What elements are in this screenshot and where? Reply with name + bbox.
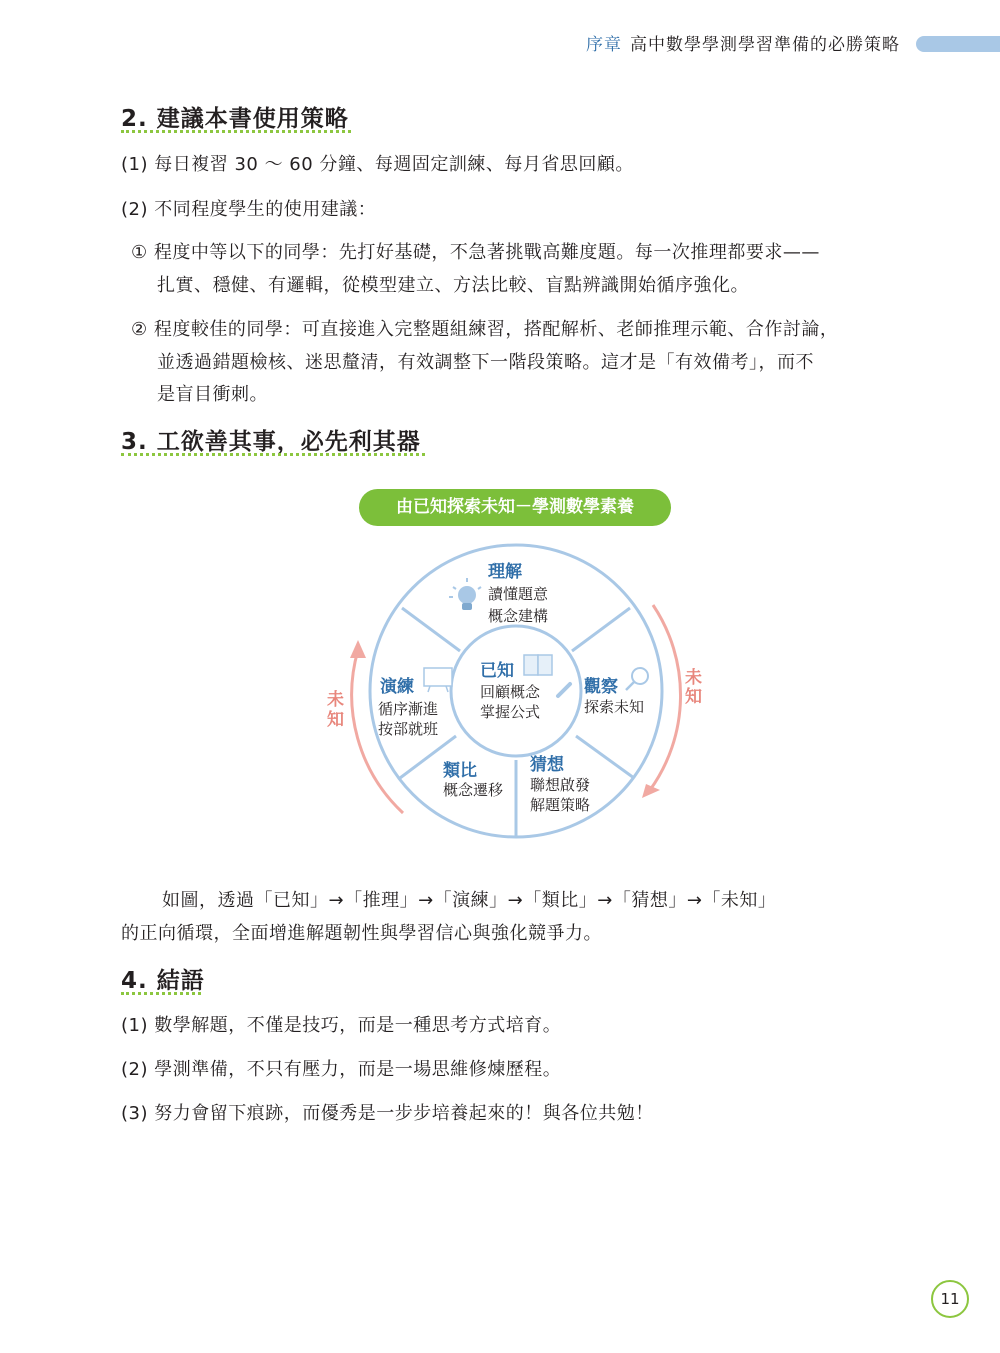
section4-item1: (1) 數學解題，不僅是技巧，而是一種思考方式培育。 xyxy=(121,1015,562,1036)
chapter-title: 高中數學學測學習準備的必勝策略 xyxy=(630,35,900,55)
book-icon xyxy=(524,655,552,675)
left-arrow-label-1: 未 xyxy=(327,690,344,710)
section2-sub1-line1: ① 程度中等以下的同學：先打好基礎，不急著挑戰高難度題。每一次推理都要求—— xyxy=(131,242,820,263)
section2-sub2-line2: 並透過錯題檢核、迷思釐清，有效調整下一階段策略。這才是「有效備考」，而不 xyxy=(157,352,814,373)
segment-title-bottom-left: 類比 xyxy=(443,761,477,781)
left-cycle-arrow-head xyxy=(350,640,366,658)
chapter-label: 序章 xyxy=(586,35,622,55)
right-arrow-label-1: 未 xyxy=(685,668,702,688)
section4-item2: (2) 學測準備，不只有壓力，而是一場思維修煉歷程。 xyxy=(121,1059,562,1080)
segment-title-bottom-right: 猜想 xyxy=(530,755,564,775)
segment-line-bottom-left-1: 概念遷移 xyxy=(443,781,504,799)
section3-paragraph-line2: 的正向循環，全面增進解題韌性與學習信心與強化競爭力。 xyxy=(121,923,602,944)
segment-line-top-2: 概念建構 xyxy=(488,607,549,625)
diagram-title-pill: 由已知探索未知－學測數學素養 xyxy=(359,489,671,526)
section2-item1: (1) 每日複習 30 ～ 60 分鐘、每週固定訓練、每月省思回顧。 xyxy=(121,154,634,175)
segment-line-right-1: 探索未知 xyxy=(584,698,645,716)
segment-line-bottom-right-2: 解題策略 xyxy=(530,796,591,814)
right-arrow-label-2: 知 xyxy=(685,687,702,707)
header-decor-bar xyxy=(916,36,1000,52)
section4-heading-underline xyxy=(121,992,201,995)
section2-heading: 2. 建議本書使用策略 xyxy=(121,106,349,132)
section2-sub1-line2: 扎實、穩健、有邏輯，從模型建立、方法比較、盲點辨識開始循序強化。 xyxy=(157,275,749,296)
section4-item3: (3) 努力會留下痕跡，而優秀是一步步培養起來的！與各位共勉！ xyxy=(121,1103,654,1124)
segment-title-left: 演練 xyxy=(380,677,414,697)
section3-paragraph-line1: 如圖，透過「已知」→「推理」→「演練」→「類比」→「猜想」→「未知」 xyxy=(162,890,777,911)
running-header xyxy=(586,30,900,58)
section2-sub2-line3: 是盲目衝刺。 xyxy=(157,384,268,405)
segment-line-left-2: 按部就班 xyxy=(378,720,439,738)
section2-item2: (2) 不同程度學生的使用建議： xyxy=(121,199,377,220)
cycle-diagram xyxy=(320,540,720,860)
section3-heading: 3. 工欲善其事，必先利其器 xyxy=(121,429,421,455)
segment-line-bottom-right-1: 聯想啟發 xyxy=(530,776,591,794)
segment-line-top-1: 讀懂題意 xyxy=(488,585,549,603)
left-arrow-label-2: 知 xyxy=(327,710,344,730)
center-line-1: 回顧概念 xyxy=(480,683,541,701)
section2-heading-underline xyxy=(121,130,351,133)
segment-line-left-1: 循序漸進 xyxy=(378,700,439,718)
section4-heading: 4. 結語 xyxy=(121,968,205,994)
center-title: 已知 xyxy=(480,661,514,681)
section3-heading-underline xyxy=(121,453,425,456)
segment-title-right: 觀察 xyxy=(584,677,618,697)
center-line-2: 掌握公式 xyxy=(480,703,541,721)
segment-title-top: 理解 xyxy=(488,562,522,582)
section2-sub2-line1: ② 程度較佳的同學：可直接進入完整題組練習，搭配解析、老師推理示範、合作討論， xyxy=(131,319,839,340)
page-number: 11 xyxy=(931,1280,969,1318)
